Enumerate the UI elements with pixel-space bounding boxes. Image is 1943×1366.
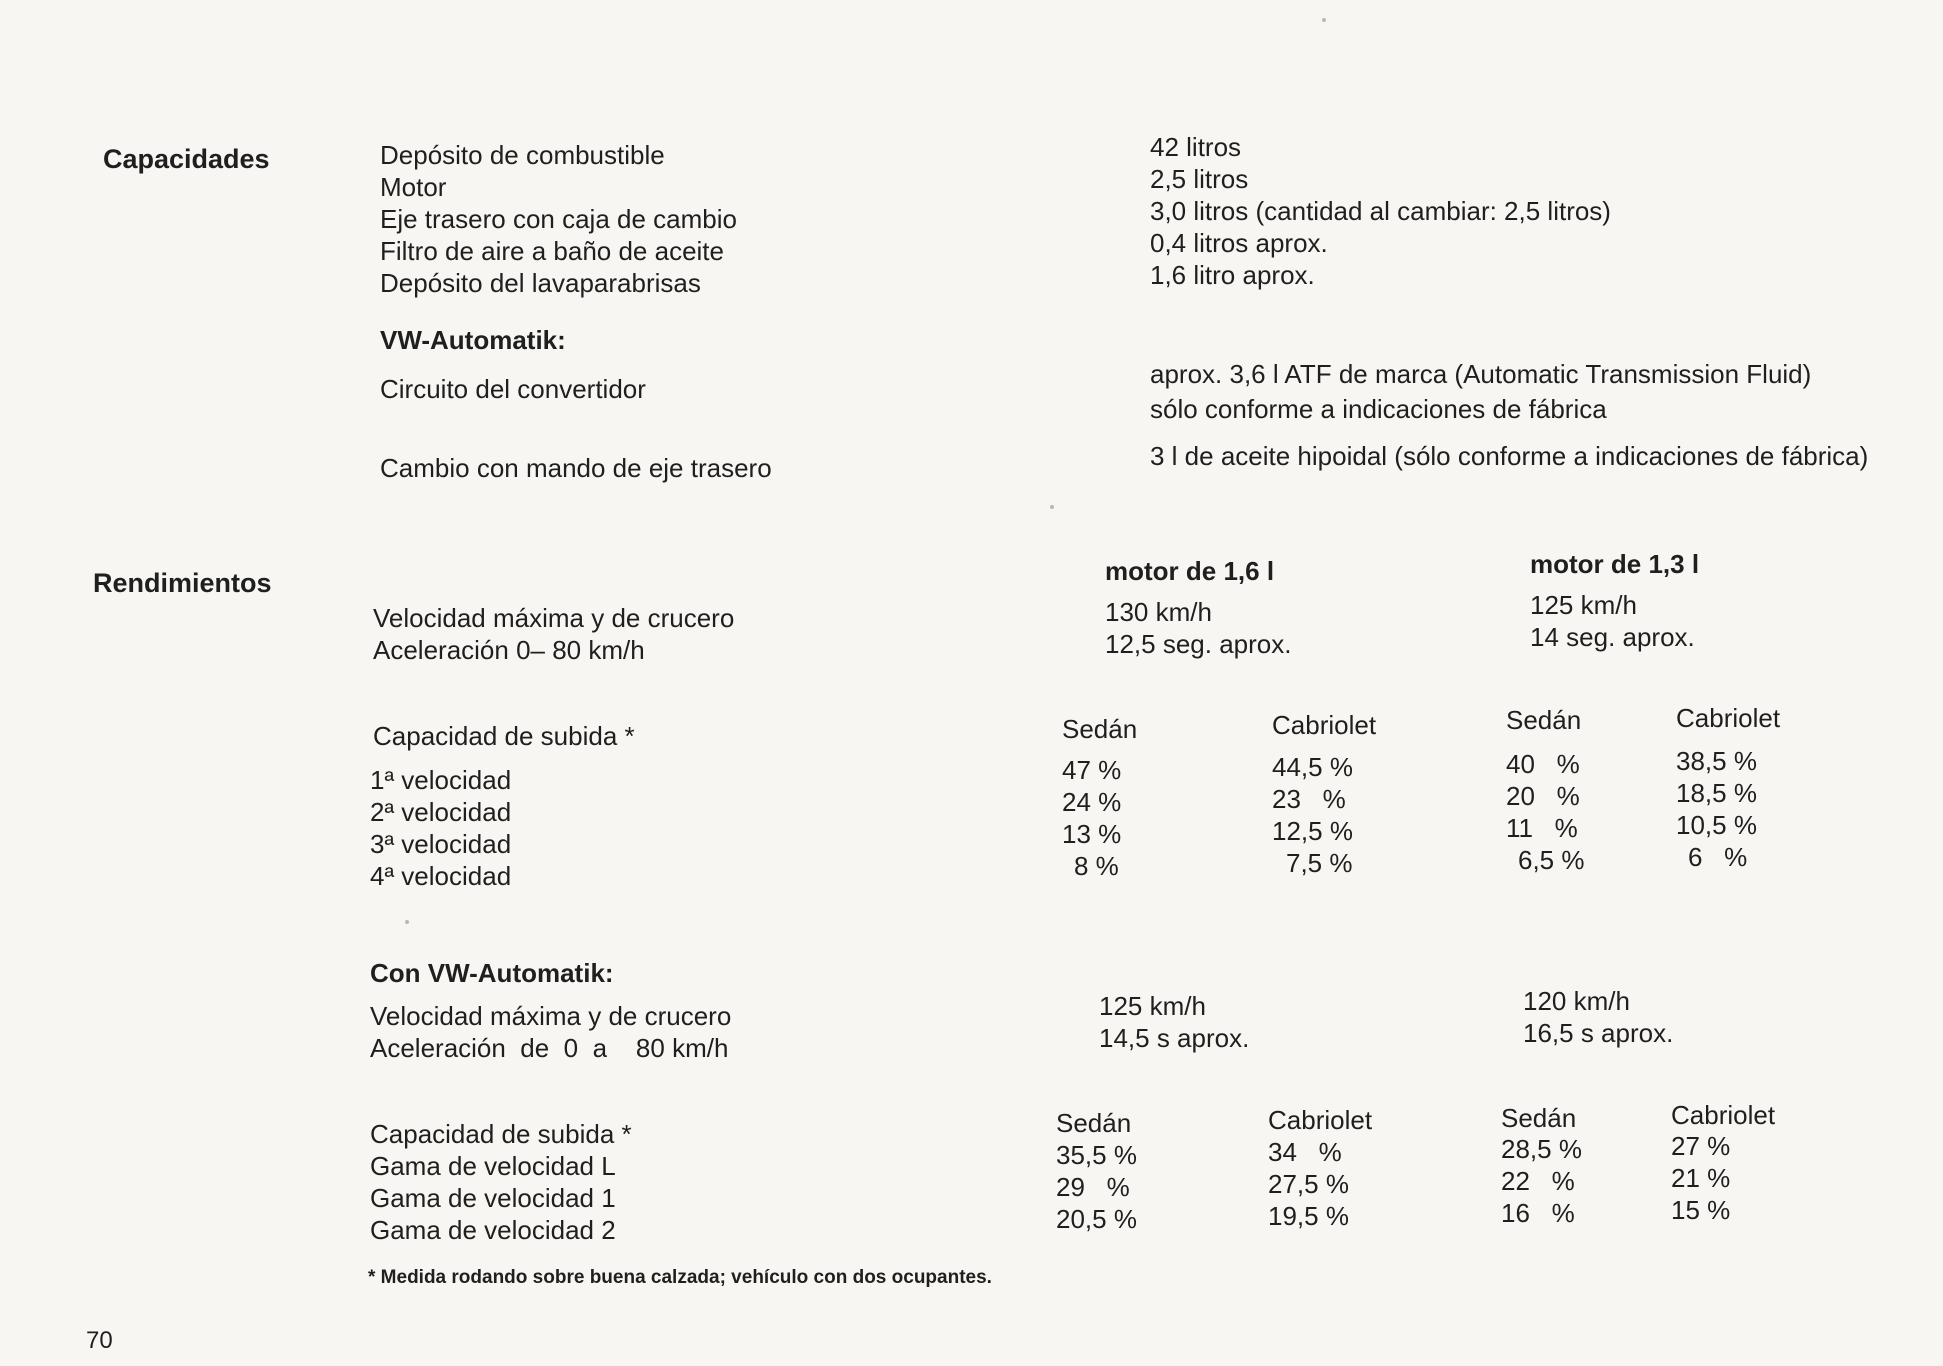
range-label: Gama de velocidad L	[370, 1151, 616, 1181]
gear-labels	[370, 764, 511, 892]
climb-value: 6 %	[1688, 842, 1748, 872]
climb-value: 21 %	[1671, 1163, 1731, 1193]
paper-speck	[405, 920, 409, 924]
climb-value: 20 %	[1506, 781, 1580, 811]
capacity-item: Depósito del lavaparabrisas	[380, 268, 701, 298]
climb-value: 18,5 %	[1676, 778, 1757, 808]
gear-label: 1ª velocidad	[370, 765, 512, 795]
automatik-capacity-heading: VW-Automatik:	[380, 325, 566, 355]
climb-value: 38,5 %	[1676, 746, 1757, 776]
paper-speck	[1050, 505, 1054, 509]
max-speed-label: Velocidad máxima y de crucero	[370, 1001, 732, 1031]
sedan-13-values	[1506, 748, 1585, 876]
max-speed-16: 130 km/h	[1105, 597, 1212, 627]
auto-cabrio-16-values	[1268, 1136, 1349, 1232]
auto-sedan-16-header: Sedán	[1056, 1108, 1132, 1138]
climb-value: 24 %	[1062, 787, 1122, 817]
page-number: 70	[86, 1327, 113, 1354]
acceleration-16: 12,5 seg. aprox.	[1105, 629, 1292, 659]
auto-cabrio-13-values	[1671, 1130, 1730, 1226]
cabrio-16-header: Cabriolet	[1272, 710, 1377, 740]
auto-sedan-13-header: Sedán	[1501, 1103, 1577, 1133]
climb-value: 10,5 %	[1676, 810, 1757, 840]
climb-value: 35,5 %	[1056, 1140, 1137, 1170]
automatik-climb-labels	[370, 1118, 632, 1246]
climb-value: 29 %	[1056, 1172, 1130, 1202]
engine-13-heading: motor de 1,3 l	[1530, 549, 1700, 579]
cabrio-13-header: Cabriolet	[1676, 703, 1781, 733]
auto-sedan-16-values	[1056, 1139, 1137, 1235]
climb-value: 15 %	[1671, 1195, 1731, 1225]
cabrio-13-values	[1676, 745, 1757, 873]
engine-16-heading: motor de 1,6 l	[1105, 556, 1275, 586]
converter-label: Circuito del convertidor	[380, 374, 646, 404]
climb-value: 16 %	[1501, 1198, 1575, 1228]
climb-label: Capacidad de subida *	[373, 721, 635, 751]
auto-cabrio-13-header: Cabriolet	[1671, 1100, 1776, 1130]
capacity-value: 3,0 litros (cantidad al cambiar: 2,5 litros)	[1150, 196, 1611, 226]
capacity-items	[380, 139, 737, 299]
capacity-item: Filtro de aire a baño de aceite	[380, 236, 724, 266]
auto-cabrio-16-header: Cabriolet	[1268, 1105, 1373, 1135]
converter-value: aprox. 3,6 l ATF de marca (Automatic Transmission Fluid)	[1150, 359, 1812, 389]
climb-value: 13 %	[1062, 819, 1122, 849]
climb-value: 34 %	[1268, 1137, 1342, 1167]
capacity-value: 0,4 litros aprox.	[1150, 228, 1328, 258]
performance-16	[1105, 596, 1291, 660]
range-label: Gama de velocidad 2	[370, 1215, 616, 1245]
sedan-16-values	[1062, 754, 1121, 882]
climb-value: 6,5 %	[1518, 845, 1585, 875]
section-heading-capacidades: Capacidades	[103, 144, 270, 174]
section-heading-rendimientos: Rendimientos	[93, 568, 272, 598]
climb-value: 22 %	[1501, 1166, 1575, 1196]
climb-value: 47 %	[1062, 755, 1122, 785]
acceleration-13: 14 seg. aprox.	[1530, 622, 1695, 652]
acceleration-label: Aceleración 0– 80 km/h	[373, 635, 645, 665]
sedan-16-header: Sedán	[1062, 714, 1138, 744]
climb-value: 28,5 %	[1501, 1134, 1582, 1164]
automatik-performance-13	[1523, 985, 1673, 1049]
climb-value: 19,5 %	[1268, 1201, 1349, 1231]
climb-value: 23 %	[1272, 784, 1346, 814]
climb-value: 27 %	[1671, 1131, 1731, 1161]
climb-value: 40 %	[1506, 749, 1580, 779]
cabrio-16-values	[1272, 751, 1353, 879]
rear-axle-label: Cambio con mando de eje trasero	[380, 453, 772, 483]
climb-value: 8 %	[1074, 851, 1119, 881]
gear-label: 4ª velocidad	[370, 861, 512, 891]
capacity-value: 2,5 litros	[1150, 164, 1249, 194]
converter-value-note: sólo conforme a indicaciones de fábrica	[1150, 394, 1607, 424]
sedan-13-header: Sedán	[1506, 705, 1582, 735]
gear-label: 3ª velocidad	[370, 829, 512, 859]
automatik-performance-heading: Con VW-Automatik:	[370, 958, 614, 988]
capacity-item: Depósito de combustible	[380, 140, 665, 170]
capacity-item: Eje trasero con caja de cambio	[380, 204, 737, 234]
climb-value: 11 %	[1506, 813, 1578, 843]
climb-value: 7,5 %	[1286, 848, 1353, 878]
automatik-performance-16	[1099, 990, 1249, 1054]
capacity-value: 42 litros	[1150, 132, 1242, 162]
climb-value: 44,5 %	[1272, 752, 1353, 782]
footnote: * Medida rodando sobre buena calzada; vehículo con dos ocupantes.	[368, 1267, 992, 1288]
climb-value: 12,5 %	[1272, 816, 1353, 846]
gear-label: 2ª velocidad	[370, 797, 512, 827]
range-label: Gama de velocidad 1	[370, 1183, 616, 1213]
auto-sedan-13-values	[1501, 1133, 1582, 1229]
capacity-value: 1,6 litro aprox.	[1150, 260, 1315, 290]
acceleration-label: Aceleración de 0 a 80 km/h	[370, 1033, 729, 1063]
acceleration-13: 16,5 s aprox.	[1523, 1018, 1674, 1048]
climb-value: 27,5 %	[1268, 1169, 1349, 1199]
automatik-performance-labels	[370, 1000, 731, 1064]
climb-value: 20,5 %	[1056, 1204, 1137, 1234]
paper-speck	[1322, 18, 1326, 22]
capacity-values	[1150, 131, 1611, 291]
max-speed-13: 120 km/h	[1523, 986, 1630, 1016]
max-speed-13: 125 km/h	[1530, 590, 1637, 620]
acceleration-16: 14,5 s aprox.	[1099, 1023, 1250, 1053]
max-speed-label: Velocidad máxima y de crucero	[373, 603, 735, 633]
performance-13	[1530, 589, 1695, 653]
max-speed-16: 125 km/h	[1099, 991, 1206, 1021]
rear-axle-value: 3 l de aceite hipoidal (sólo conforme a indicaciones de fábrica)	[1150, 441, 1869, 471]
performance-labels	[373, 602, 734, 666]
capacity-item: Motor	[380, 172, 447, 202]
climb-label: Capacidad de subida *	[370, 1119, 632, 1149]
